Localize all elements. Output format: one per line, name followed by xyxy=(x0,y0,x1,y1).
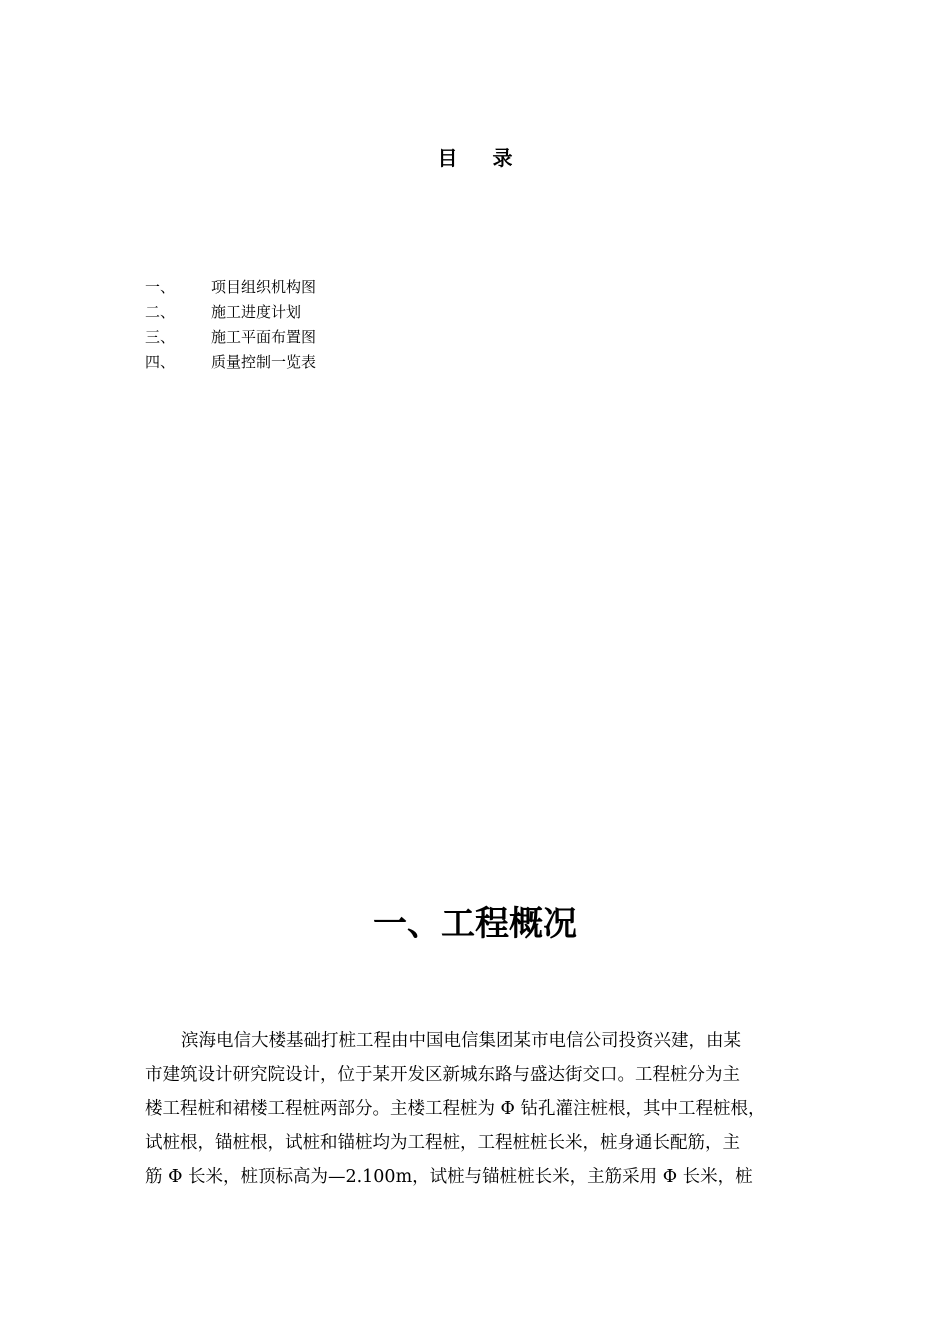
toc-item-label: 项目组织机构图 xyxy=(211,278,317,296)
toc-item-number: 四、 xyxy=(145,353,176,371)
section-paragraph xyxy=(145,1024,825,1194)
toc-item-number: 一、 xyxy=(145,278,176,296)
toc-item-label: 施工进度计划 xyxy=(211,303,302,321)
toc-title: 目 录 xyxy=(437,146,527,170)
toc-item xyxy=(145,275,545,300)
toc-item xyxy=(145,325,545,350)
section-heading: 一、工程概况 xyxy=(373,904,577,944)
toc-item-number: 三、 xyxy=(145,328,176,346)
toc-item-number: 二、 xyxy=(145,303,176,321)
toc-item-label: 质量控制一览表 xyxy=(211,353,317,371)
toc-item xyxy=(145,350,545,375)
paragraph-line: 试桩根，锚桩根，试桩和锚桩均为工程桩，工程桩桩长米，桩身通长配筋，主 xyxy=(145,1133,740,1153)
paragraph-line: 市建筑设计研究院设计，位于某开发区新城东路与盛达街交口。工程桩分为主 xyxy=(145,1065,740,1085)
toc-item-label: 施工平面布置图 xyxy=(211,328,317,346)
paragraph-line: 筋 Φ 长米，桩顶标高为—2.100m，试桩与锚桩桩长米，主筋采用 Φ 长米，桩 xyxy=(145,1167,753,1187)
paragraph-line: 楼工程桩和裙楼工程桩两部分。主楼工程桩为 Φ 钻孔灌注桩根，其中工程桩根， xyxy=(145,1099,766,1119)
paragraph-line: 滨海电信大楼基础打桩工程由中国电信集团某市电信公司投资兴建，由某 xyxy=(181,1031,741,1051)
toc-list xyxy=(145,275,545,375)
toc-item xyxy=(145,300,545,325)
